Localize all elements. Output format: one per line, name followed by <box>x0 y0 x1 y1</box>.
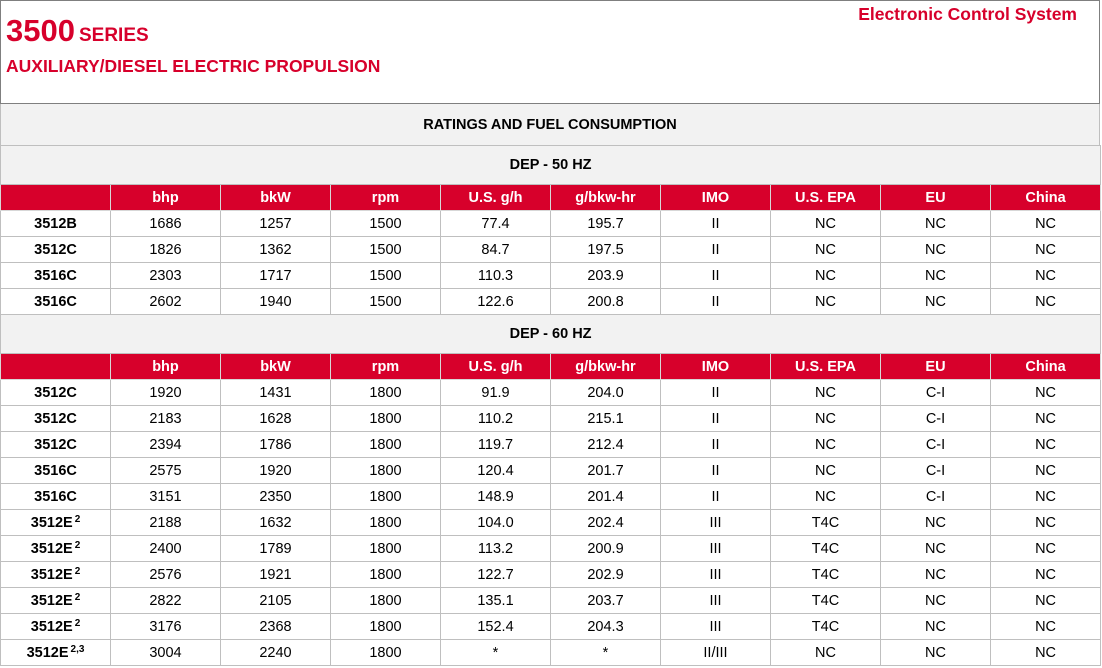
table-row <box>1 562 1101 588</box>
model-cell <box>1 536 111 562</box>
bkw-cell: 2368 <box>221 614 331 640</box>
eu-cell: C-I <box>881 406 991 432</box>
us-gph-cell: 110.2 <box>441 406 551 432</box>
us-epa-cell: T4C <box>771 588 881 614</box>
bkw-cell: 1920 <box>221 458 331 484</box>
china-cell: NC <box>991 484 1101 510</box>
table-row <box>1 263 1101 289</box>
eu-cell: NC <box>881 614 991 640</box>
us-gph-cell: 113.2 <box>441 536 551 562</box>
model-cell <box>1 263 111 289</box>
model-name: 3516C <box>34 293 77 310</box>
imo-cell: III <box>661 614 771 640</box>
table-row <box>1 211 1101 237</box>
rpm-cell: 1800 <box>331 458 441 484</box>
bhp-cell: 3004 <box>111 640 221 666</box>
model-name: 3512E <box>30 593 73 609</box>
model-name: 3512C <box>34 436 77 453</box>
bkw-cell: 1789 <box>221 536 331 562</box>
ratings-table <box>0 145 1101 666</box>
bkw-cell: 2240 <box>221 640 331 666</box>
eu-cell: NC <box>881 263 991 289</box>
bhp-cell: 2188 <box>111 510 221 536</box>
model-cell <box>1 237 111 263</box>
imo-cell: II <box>661 263 771 289</box>
column-header-us-gph: U.S. g/h <box>441 354 551 380</box>
eu-cell: NC <box>881 510 991 536</box>
g-bkw-hr-cell: 215.1 <box>551 406 661 432</box>
table-row <box>1 510 1101 536</box>
table-row <box>1 406 1101 432</box>
section-title: DEP - 50 HZ <box>1 146 1101 185</box>
china-cell: NC <box>991 536 1101 562</box>
model-name: 3512E <box>30 515 73 531</box>
china-cell: NC <box>991 432 1101 458</box>
imo-cell: III <box>661 588 771 614</box>
bkw-cell: 1786 <box>221 432 331 458</box>
table-row <box>1 432 1101 458</box>
us-gph-cell: 120.4 <box>441 458 551 484</box>
imo-cell: III <box>661 510 771 536</box>
imo-cell: II <box>661 380 771 406</box>
china-cell: NC <box>991 263 1101 289</box>
rpm-cell: 1500 <box>331 289 441 315</box>
imo-cell: II <box>661 406 771 432</box>
imo-cell: II <box>661 289 771 315</box>
rpm-cell: 1500 <box>331 263 441 289</box>
china-cell: NC <box>991 614 1101 640</box>
rpm-cell: 1800 <box>331 588 441 614</box>
table-row <box>1 289 1101 315</box>
model-number: 3500 <box>6 13 75 48</box>
bhp-cell: 3176 <box>111 614 221 640</box>
us-gph-cell: 104.0 <box>441 510 551 536</box>
model-cell <box>1 510 111 536</box>
g-bkw-hr-cell: 202.9 <box>551 562 661 588</box>
us-epa-cell: NC <box>771 289 881 315</box>
us-gph-cell: 148.9 <box>441 484 551 510</box>
us-gph-cell: 135.1 <box>441 588 551 614</box>
g-bkw-hr-cell: 200.9 <box>551 536 661 562</box>
us-epa-cell: NC <box>771 380 881 406</box>
china-cell: NC <box>991 588 1101 614</box>
bhp-cell: 1826 <box>111 237 221 263</box>
bhp-cell: 2183 <box>111 406 221 432</box>
footnote-ref: 2 <box>74 592 81 603</box>
column-header-imo: IMO <box>661 354 771 380</box>
column-header-row <box>1 354 1101 380</box>
imo-cell: II <box>661 484 771 510</box>
model-name: 3516C <box>34 462 77 479</box>
model-name: 3512E <box>30 619 73 635</box>
imo-cell: II <box>661 211 771 237</box>
us-epa-cell: T4C <box>771 536 881 562</box>
table-row <box>1 614 1101 640</box>
eu-cell: NC <box>881 237 991 263</box>
model-cell <box>1 562 111 588</box>
model-cell <box>1 640 111 666</box>
us-epa-cell: NC <box>771 458 881 484</box>
bhp-cell: 1920 <box>111 380 221 406</box>
column-header-us-epa: U.S. EPA <box>771 185 881 211</box>
column-header-model <box>1 185 111 211</box>
eu-cell: NC <box>881 289 991 315</box>
us-gph-cell: 91.9 <box>441 380 551 406</box>
rpm-cell: 1800 <box>331 380 441 406</box>
bhp-cell: 3151 <box>111 484 221 510</box>
rpm-cell: 1500 <box>331 237 441 263</box>
table-row <box>1 640 1101 666</box>
g-bkw-hr-cell: 201.7 <box>551 458 661 484</box>
imo-cell: III <box>661 562 771 588</box>
bkw-cell: 2105 <box>221 588 331 614</box>
bkw-cell: 1940 <box>221 289 331 315</box>
bhp-cell: 1686 <box>111 211 221 237</box>
model-cell <box>1 588 111 614</box>
china-cell: NC <box>991 211 1101 237</box>
column-header-g-bkw-hr: g/bkw-hr <box>551 354 661 380</box>
g-bkw-hr-cell: 203.7 <box>551 588 661 614</box>
us-epa-cell: NC <box>771 211 881 237</box>
footnote-ref: 2 <box>74 514 81 525</box>
ratings-title: RATINGS AND FUEL CONSUMPTION <box>0 104 1100 145</box>
us-epa-cell: T4C <box>771 562 881 588</box>
model-name: 3512C <box>34 241 77 258</box>
eu-cell: NC <box>881 211 991 237</box>
bkw-cell: 2350 <box>221 484 331 510</box>
rpm-cell: 1800 <box>331 432 441 458</box>
china-cell: NC <box>991 289 1101 315</box>
us-gph-cell: 77.4 <box>441 211 551 237</box>
g-bkw-hr-cell: 212.4 <box>551 432 661 458</box>
sheet-header <box>0 0 1100 104</box>
column-header-us-gph: U.S. g/h <box>441 185 551 211</box>
footnote-ref: 2 <box>74 540 81 551</box>
us-gph-cell: 152.4 <box>441 614 551 640</box>
imo-cell: II/III <box>661 640 771 666</box>
column-header-bhp: bhp <box>111 185 221 211</box>
series-label: SERIES <box>78 25 149 46</box>
bhp-cell: 2400 <box>111 536 221 562</box>
column-header-imo: IMO <box>661 185 771 211</box>
model-name: 3512E <box>30 567 73 583</box>
g-bkw-hr-cell: 204.3 <box>551 614 661 640</box>
g-bkw-hr-cell: 204.0 <box>551 380 661 406</box>
column-header-g-bkw-hr: g/bkw-hr <box>551 185 661 211</box>
model-cell <box>1 458 111 484</box>
china-cell: NC <box>991 458 1101 484</box>
model-name: 3512E <box>30 541 73 557</box>
section-row <box>1 315 1101 354</box>
us-gph-cell: 122.7 <box>441 562 551 588</box>
g-bkw-hr-cell: 195.7 <box>551 211 661 237</box>
model-name: 3512C <box>34 384 77 401</box>
model-cell <box>1 211 111 237</box>
bkw-cell: 1717 <box>221 263 331 289</box>
bkw-cell: 1362 <box>221 237 331 263</box>
g-bkw-hr-cell: 202.4 <box>551 510 661 536</box>
rpm-cell: 1500 <box>331 211 441 237</box>
column-header-rpm: rpm <box>331 354 441 380</box>
us-gph-cell: 119.7 <box>441 432 551 458</box>
model-cell <box>1 380 111 406</box>
model-cell <box>1 406 111 432</box>
model-name: 3516C <box>34 488 77 505</box>
rpm-cell: 1800 <box>331 640 441 666</box>
china-cell: NC <box>991 640 1101 666</box>
china-cell: NC <box>991 510 1101 536</box>
us-gph-cell: 110.3 <box>441 263 551 289</box>
g-bkw-hr-cell: 200.8 <box>551 289 661 315</box>
column-header-bkw: bkW <box>221 185 331 211</box>
us-epa-cell: NC <box>771 640 881 666</box>
section-row <box>1 146 1101 185</box>
bhp-cell: 2576 <box>111 562 221 588</box>
bkw-cell: 1921 <box>221 562 331 588</box>
table-row <box>1 588 1101 614</box>
model-title <box>6 13 149 49</box>
rpm-cell: 1800 <box>331 406 441 432</box>
us-gph-cell: 84.7 <box>441 237 551 263</box>
column-header-eu: EU <box>881 185 991 211</box>
footnote-ref: 2,3 <box>70 644 85 655</box>
column-header-bhp: bhp <box>111 354 221 380</box>
rpm-cell: 1800 <box>331 562 441 588</box>
g-bkw-hr-cell: 203.9 <box>551 263 661 289</box>
model-cell <box>1 614 111 640</box>
column-header-us-epa: U.S. EPA <box>771 354 881 380</box>
eu-cell: C-I <box>881 380 991 406</box>
china-cell: NC <box>991 237 1101 263</box>
imo-cell: II <box>661 432 771 458</box>
eu-cell: NC <box>881 562 991 588</box>
model-name: 3512E <box>26 645 69 661</box>
bhp-cell: 2394 <box>111 432 221 458</box>
eu-cell: NC <box>881 588 991 614</box>
us-epa-cell: NC <box>771 237 881 263</box>
column-header-eu: EU <box>881 354 991 380</box>
g-bkw-hr-cell: * <box>551 640 661 666</box>
us-epa-cell: T4C <box>771 510 881 536</box>
model-name: 3512B <box>34 215 77 232</box>
rpm-cell: 1800 <box>331 510 441 536</box>
table-row <box>1 237 1101 263</box>
rpm-cell: 1800 <box>331 536 441 562</box>
china-cell: NC <box>991 562 1101 588</box>
imo-cell: II <box>661 458 771 484</box>
eu-cell: C-I <box>881 484 991 510</box>
eu-cell: NC <box>881 640 991 666</box>
footnote-ref: 2 <box>74 566 81 577</box>
column-header-china: China <box>991 185 1101 211</box>
bhp-cell: 2575 <box>111 458 221 484</box>
rpm-cell: 1800 <box>331 614 441 640</box>
model-cell <box>1 484 111 510</box>
g-bkw-hr-cell: 197.5 <box>551 237 661 263</box>
us-epa-cell: T4C <box>771 614 881 640</box>
bkw-cell: 1257 <box>221 211 331 237</box>
column-header-bkw: bkW <box>221 354 331 380</box>
us-gph-cell: * <box>441 640 551 666</box>
us-epa-cell: NC <box>771 406 881 432</box>
us-gph-cell: 122.6 <box>441 289 551 315</box>
bhp-cell: 2303 <box>111 263 221 289</box>
eu-cell: NC <box>881 536 991 562</box>
table-row <box>1 484 1101 510</box>
column-header-china: China <box>991 354 1101 380</box>
footnote-ref: 2 <box>74 618 81 629</box>
section-title: DEP - 60 HZ <box>1 315 1101 354</box>
china-cell: NC <box>991 380 1101 406</box>
table-row <box>1 380 1101 406</box>
bhp-cell: 2822 <box>111 588 221 614</box>
rpm-cell: 1800 <box>331 484 441 510</box>
bkw-cell: 1628 <box>221 406 331 432</box>
application-subtitle: AUXILIARY/DIESEL ELECTRIC PROPULSION <box>6 56 381 76</box>
column-header-rpm: rpm <box>331 185 441 211</box>
eu-cell: C-I <box>881 432 991 458</box>
bkw-cell: 1632 <box>221 510 331 536</box>
g-bkw-hr-cell: 201.4 <box>551 484 661 510</box>
eu-cell: C-I <box>881 458 991 484</box>
table-row <box>1 458 1101 484</box>
imo-cell: II <box>661 237 771 263</box>
us-epa-cell: NC <box>771 484 881 510</box>
control-system-label: Electronic Control System <box>858 4 1077 24</box>
column-header-model <box>1 354 111 380</box>
model-name: 3512C <box>34 410 77 427</box>
bkw-cell: 1431 <box>221 380 331 406</box>
model-name: 3516C <box>34 267 77 284</box>
table-row <box>1 536 1101 562</box>
bhp-cell: 2602 <box>111 289 221 315</box>
imo-cell: III <box>661 536 771 562</box>
us-epa-cell: NC <box>771 263 881 289</box>
china-cell: NC <box>991 406 1101 432</box>
us-epa-cell: NC <box>771 432 881 458</box>
model-cell <box>1 289 111 315</box>
model-cell <box>1 432 111 458</box>
column-header-row <box>1 185 1101 211</box>
